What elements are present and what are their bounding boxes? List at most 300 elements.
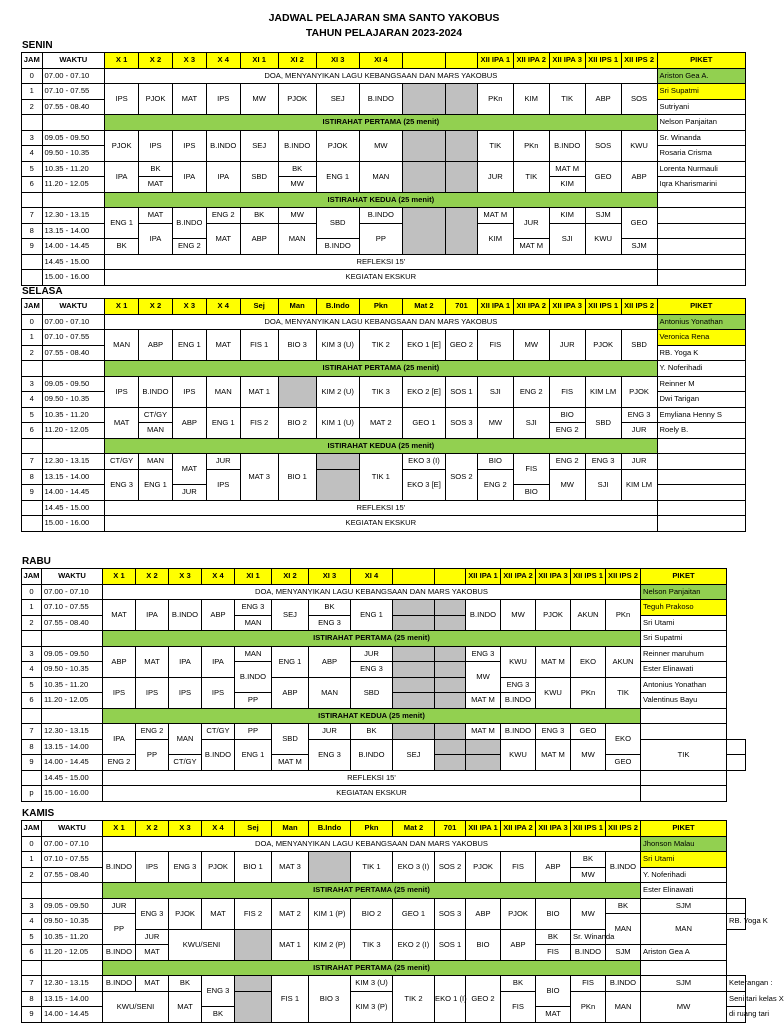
jam-cell: 9 [22, 755, 42, 771]
schedule-cell: JUR [206, 454, 240, 470]
schedule-cell: MW [466, 662, 501, 693]
jam-cell: 0 [22, 584, 42, 600]
schedule-cell: BIO 3 [309, 976, 351, 1023]
header-row [22, 53, 746, 69]
schedule-cell: IPS [206, 84, 240, 115]
schedule-cell: MAT [536, 1007, 571, 1023]
column-header: XII IPA 2 [501, 569, 536, 585]
waktu-cell: 07.55 - 08.40 [42, 99, 105, 115]
schedule-cell: IPA [169, 646, 202, 677]
jam-cell: 5 [22, 161, 43, 177]
unused-slot [435, 693, 466, 709]
piket-cell: Y. Noferihadi [641, 867, 727, 883]
schedule-cell: MAN [139, 454, 173, 470]
piket-cell: Ariston Gea A [641, 945, 727, 961]
schedule-cell: JUR [549, 330, 585, 361]
schedule-cell: PP [235, 693, 272, 709]
schedule-cell: MW [571, 739, 606, 770]
jam-cell [22, 361, 43, 377]
schedule-cell: JUR [309, 724, 351, 740]
table-row [22, 330, 746, 346]
schedule-cell: ENG 3 [351, 662, 393, 678]
schedule-cell: MAN [278, 223, 316, 254]
table-row [22, 84, 746, 100]
schedule-cell: B.INDO [235, 662, 272, 693]
jam-cell: 6 [22, 693, 42, 709]
schedule-cell: FIS [501, 852, 536, 883]
schedule-cell: MAT [172, 84, 206, 115]
schedule-cell: B.INDO [202, 739, 235, 770]
schedule-cell: PKn [477, 84, 513, 115]
unused-slot [393, 646, 435, 662]
piket-cell [641, 960, 727, 976]
column-header: XI 3 [309, 569, 351, 585]
schedule-cell: KIM LM [621, 469, 657, 500]
schedule-cell: GEO [606, 755, 641, 771]
schedule-cell: AKUN [606, 646, 641, 677]
schedule-cell: B.INDO [606, 976, 641, 992]
table-row [22, 270, 746, 286]
schedule-cell: B.INDO [169, 600, 202, 631]
schedule-cell: KIM 2 (P) [309, 929, 351, 960]
schedule-cell: TIK 2 [359, 330, 402, 361]
schedule-cell: MAT [172, 454, 206, 485]
table-row [22, 314, 746, 330]
waktu-cell: 09.05 - 09.50 [42, 130, 105, 146]
table-row [22, 770, 746, 786]
schedule-cell: BIO [549, 407, 585, 423]
schedule-cell: GEO 2 [466, 976, 501, 1023]
schedule-cell: GEO [585, 161, 621, 192]
schedule-cell: TIK 1 [351, 852, 393, 883]
waktu-cell: 14.00 - 14.45 [42, 239, 105, 255]
waktu-cell: 09.50 - 10.35 [42, 392, 105, 408]
unused-slot [393, 600, 435, 616]
schedule-cell: PKn [571, 991, 606, 1022]
piket-cell: Reinner maruhum [641, 646, 727, 662]
schedule-cell: SJM [641, 898, 727, 914]
waktu-cell [42, 708, 103, 724]
schedule-cell: IPA [105, 161, 139, 192]
schedule-cell: KIM 3 (U) [351, 976, 393, 992]
jam-cell: 2 [22, 345, 43, 361]
schedule-cell: PJOK [202, 852, 235, 883]
unused-slot [446, 208, 478, 255]
schedule-cell: B.INDO [103, 852, 136, 883]
schedule-cell: PJOK [105, 130, 139, 161]
jam-cell [22, 115, 43, 131]
piket-cell [641, 770, 727, 786]
piket-cell [657, 485, 745, 501]
column-header [446, 53, 478, 69]
jam-cell: 9 [22, 239, 43, 255]
schedule-cell: SOS 2 [435, 852, 466, 883]
waktu-cell [42, 960, 103, 976]
schedule-cell: ABP [585, 84, 621, 115]
column-header: X 4 [202, 569, 235, 585]
schedule-cell: BIO 2 [351, 898, 393, 929]
schedule-cell: ENG 3 [466, 646, 501, 662]
break-row: ISTIRAHAT KEDUA (25 menit) [105, 438, 657, 454]
schedule-cell: GEO 1 [393, 898, 435, 929]
schedule-cell: KWU [585, 223, 621, 254]
jam-cell: 1 [22, 852, 42, 868]
schedule-cell: MAT [103, 600, 136, 631]
waktu-cell: 13.15 - 14.00 [42, 469, 105, 485]
schedule-cell: ABP [240, 223, 278, 254]
schedule-cell: SOS 3 [446, 407, 478, 438]
schedule-cell: EKO 2 [E] [402, 376, 445, 407]
jam-cell [22, 960, 42, 976]
schedule-cell: MAT M [536, 646, 571, 677]
schedule-cell: PP [359, 223, 402, 254]
schedule-cell: MAT M [536, 739, 571, 770]
column-header: Man [278, 299, 316, 315]
schedule-cell: BK [169, 976, 202, 992]
schedule-cell: EKO [571, 646, 606, 677]
column-header: XII IPA 2 [501, 821, 536, 837]
waktu-cell: 09.50 - 10.35 [42, 146, 105, 162]
jam-cell [22, 708, 42, 724]
schedule-cell: ENG 2 [172, 239, 206, 255]
table-row [22, 438, 746, 454]
jam-cell: 1 [22, 330, 43, 346]
schedule-cell: JUR [621, 454, 657, 470]
piket-cell: Sri Utami [641, 852, 727, 868]
column-header: XII IPA 3 [549, 299, 585, 315]
day-label: SENIN [22, 40, 53, 51]
schedule-cell: MAN [169, 724, 202, 755]
column-header: WAKTU [42, 821, 103, 837]
schedule-cell: B.INDO [501, 693, 536, 709]
schedule-cell: PJOK [585, 330, 621, 361]
schedule-cell: ENG 3 [501, 677, 536, 693]
unused-slot [435, 755, 466, 771]
schedule-cell: SJM [585, 208, 621, 224]
table-row [22, 631, 746, 647]
schedule-cell: B.INDO [466, 600, 501, 631]
unused-slot [402, 84, 445, 115]
waktu-cell: 13.15 - 14.00 [42, 991, 103, 1007]
schedule-cell: ENG 1 [316, 161, 359, 192]
column-header: X 2 [136, 821, 169, 837]
schedule-cell: IPS [105, 376, 139, 407]
schedule-cell: FIS [501, 991, 536, 1022]
schedule-cell: SJI [477, 376, 513, 407]
schedule-cell: B.INDO [359, 84, 402, 115]
waktu-cell: 14.00 - 14.45 [42, 755, 103, 771]
schedule-cell: ENG 3 [235, 600, 272, 616]
break-row: ISTIRAHAT PERTAMA (25 menit) [105, 361, 657, 377]
schedule-cell: MAN [235, 615, 272, 631]
piket-cell [657, 223, 745, 239]
schedule-cell: KWU/SENI [103, 991, 169, 1022]
column-header: XII IPA 3 [536, 821, 571, 837]
piket-cell: Sri Supatmi [657, 84, 745, 100]
unused-slot [316, 454, 359, 470]
column-header: Sej [235, 821, 272, 837]
jam-cell: 9 [22, 485, 43, 501]
schedule-cell: BK [278, 161, 316, 177]
schedule-cell: MAT [139, 177, 173, 193]
schedule-cell: MAN [606, 991, 641, 1022]
table-row [22, 500, 746, 516]
schedule-cell: MAN [139, 423, 173, 439]
schedule-cell: BK [571, 852, 606, 868]
schedule-cell: MAN [206, 376, 240, 407]
piket-cell: Sri Utami [641, 615, 727, 631]
schedule-cell: SOS 1 [446, 376, 478, 407]
piket-cell: Jhonson Malau [641, 836, 727, 852]
schedule-cell: PJOK [501, 898, 536, 929]
piket-cell: Antonius Yonathan [657, 314, 745, 330]
piket-cell [727, 898, 746, 914]
waktu-cell: 11.20 - 12.05 [42, 945, 103, 961]
break-row: ISTIRAHAT PERTAMA (25 menit) [105, 115, 657, 131]
schedule-cell: MAN [359, 161, 402, 192]
unused-slot [435, 724, 466, 740]
waktu-cell: 11.20 - 12.05 [42, 177, 105, 193]
jam-cell [22, 883, 42, 899]
schedule-cell: SEJ [240, 130, 278, 161]
schedule-cell: B.INDO [139, 376, 173, 407]
schedule-cell: BK [351, 724, 393, 740]
jam-cell: 0 [22, 314, 43, 330]
jam-cell [22, 770, 42, 786]
column-header: Pkn [359, 299, 402, 315]
table-row [22, 786, 746, 802]
schedule-cell: KIM 1 (P) [309, 898, 351, 929]
schedule-cell: MW [278, 177, 316, 193]
schedule-cell: BK [240, 208, 278, 224]
schedule-cell: IPS [139, 130, 173, 161]
schedule-cell: FIS 2 [235, 898, 272, 929]
waktu-cell: 14.45 - 15.00 [42, 254, 105, 270]
waktu-cell: 10.35 - 11.20 [42, 407, 105, 423]
day-label: KAMIS [22, 808, 55, 819]
piket-cell [657, 239, 745, 255]
waktu-cell [42, 192, 105, 208]
schedule-cell: KWU/SENI [169, 929, 235, 960]
column-header: X 4 [206, 53, 240, 69]
unused-slot [393, 693, 435, 709]
waktu-cell: 09.05 - 09.50 [42, 376, 105, 392]
unused-slot [446, 161, 478, 192]
column-header: XII IPA 3 [549, 53, 585, 69]
schedule-cell: MAT [105, 407, 139, 438]
unused-slot [393, 662, 435, 678]
schedule-cell: ABP [536, 852, 571, 883]
piket-cell: di ruang tari [727, 1007, 746, 1023]
schedule-cell: MAT [139, 208, 173, 224]
waktu-cell: 07.55 - 08.40 [42, 867, 103, 883]
jam-cell: 7 [22, 724, 42, 740]
schedule-cell: PJOK [169, 898, 202, 929]
day-label: RABU [22, 556, 51, 567]
jam-cell: 0 [22, 836, 42, 852]
schedule-cell: BK [202, 1007, 235, 1023]
table-row [22, 991, 746, 1007]
schedule-cell: IPA [136, 600, 169, 631]
schedule-cell: FIS [571, 976, 606, 992]
piket-cell: RB. Yoga K [727, 914, 746, 930]
schedule-cell: ENG 3 [136, 898, 169, 929]
unused-slot [235, 976, 272, 992]
schedule-cell: PJOK [316, 130, 359, 161]
schedule-cell: IPS [136, 677, 169, 708]
column-header: XI 2 [272, 569, 309, 585]
waktu-cell: 15.00 - 16.00 [42, 516, 105, 532]
jam-cell: 2 [22, 615, 42, 631]
column-header: PIKET [641, 569, 727, 585]
schedule-cell: ENG 2 [477, 469, 513, 500]
schedule-cell: ABP [103, 646, 136, 677]
jam-cell: 8 [22, 739, 42, 755]
piket-cell [641, 708, 727, 724]
waktu-cell: 15.00 - 16.00 [42, 270, 105, 286]
schedule-cell: FIS 1 [272, 976, 309, 1023]
schedule-cell: B.INDO [103, 945, 136, 961]
piket-cell: Rosaria Crisma [657, 146, 745, 162]
column-header: PIKET [657, 53, 745, 69]
day-label: SELASA [22, 286, 63, 297]
schedule-cell: MAT M [477, 208, 513, 224]
jam-cell: 4 [22, 914, 42, 930]
column-header: XII IPA 2 [513, 299, 549, 315]
schedule-cell: ENG 3 [309, 615, 351, 631]
schedule-cell: JUR [172, 485, 206, 501]
schedule-cell: PP [235, 724, 272, 740]
schedule-cell: TIK 1 [359, 454, 402, 501]
waktu-cell: 07.10 - 07.55 [42, 330, 105, 346]
column-header [402, 53, 445, 69]
schedule-cell: KIM 3 (U) [316, 330, 359, 361]
schedule-cell: PKn [513, 130, 549, 161]
break-row: ISTIRAHAT KEDUA (25 menit) [103, 708, 641, 724]
table-row [22, 677, 746, 693]
column-header: XII IPA 2 [513, 53, 549, 69]
column-header: WAKTU [42, 53, 105, 69]
piket-cell [657, 208, 745, 224]
waktu-cell: 07.00 - 07.10 [42, 314, 105, 330]
piket-cell: Emyliana Henny S [657, 407, 745, 423]
table-row [22, 115, 746, 131]
schedule-cell: MAT 1 [272, 929, 309, 960]
schedule-cell: ABP [466, 898, 501, 929]
schedule-cell: ABP [202, 600, 235, 631]
schedule-cell: MAN [235, 646, 272, 662]
schedule-cell: EKO 3 (I) [402, 454, 445, 470]
table-row [22, 976, 746, 992]
schedule-cell: MAT [206, 223, 240, 254]
schedule-cell: ABP [272, 677, 309, 708]
schedule-cell: ENG 1 [206, 407, 240, 438]
schedule-cell: IPA [206, 161, 240, 192]
assembly-row: DOA, MENYANYIKAN LAGU KEBANGSAAN DAN MARS YAKOBUS [103, 584, 641, 600]
unused-slot [235, 929, 272, 960]
schedule-cell: JUR [477, 161, 513, 192]
schedule-cell: SOS [621, 84, 657, 115]
jam-cell: 1 [22, 84, 43, 100]
piket-cell [657, 454, 745, 470]
schedule-cell: SOS [585, 130, 621, 161]
schedule-cell: ENG 1 [139, 469, 173, 500]
schedule-cell: IPS [202, 677, 235, 708]
table-row [22, 600, 746, 616]
schedule-cell: FIS [513, 454, 549, 485]
unused-slot [309, 852, 351, 883]
jam-cell: 5 [22, 929, 42, 945]
schedule-cell: ENG 3 [621, 407, 657, 423]
schedule-cell: ENG 2 [103, 755, 136, 771]
piket-cell: Keterangan : [727, 976, 746, 992]
ekskur-row: KEGIATAN EKSKUR [103, 786, 641, 802]
ekskur-row: KEGIATAN EKSKUR [105, 270, 657, 286]
schedule-cell: IPA [202, 646, 235, 677]
schedule-cell: FIS [477, 330, 513, 361]
schedule-cell: B.INDO [501, 724, 536, 740]
schedule-cell: KIM [477, 223, 513, 254]
piket-cell [657, 469, 745, 485]
piket-cell [657, 500, 745, 516]
piket-cell: Sr. Winanda [571, 929, 606, 945]
waktu-cell: 12.30 - 13.15 [42, 976, 103, 992]
table-row [22, 584, 746, 600]
piket-cell: Sr. Winanda [657, 130, 745, 146]
unused-slot [393, 677, 435, 693]
column-header: WAKTU [42, 299, 105, 315]
jam-cell: 7 [22, 454, 43, 470]
piket-cell: Seni tari kelas X [727, 991, 746, 1007]
page-title: JADWAL PELAJARAN SMA SANTO YAKOBUS [268, 12, 500, 24]
column-header: 701 [435, 821, 466, 837]
schedule-cell: IPS [206, 469, 240, 500]
schedule-cell: SJM [621, 239, 657, 255]
waktu-cell: 07.00 - 07.10 [42, 584, 103, 600]
waktu-cell: 12.30 - 13.15 [42, 454, 105, 470]
unused-slot [435, 600, 466, 616]
schedule-cell: FIS [549, 376, 585, 407]
schedule-cell: KWU [501, 646, 536, 677]
jam-cell: 7 [22, 208, 43, 224]
schedule-cell: ENG 3 [169, 852, 202, 883]
schedule-cell: SJI [513, 407, 549, 438]
column-header: X 2 [139, 299, 173, 315]
table-row [22, 376, 746, 392]
unused-slot [435, 646, 466, 662]
schedule-cell: MAT 2 [359, 407, 402, 438]
schedule-cell: MAT [136, 646, 169, 677]
column-header: XI 2 [278, 53, 316, 69]
waktu-cell: 10.35 - 11.20 [42, 929, 103, 945]
column-header: X 1 [103, 821, 136, 837]
piket-cell: Lorenta Nurmauli [657, 161, 745, 177]
schedule-cell: KIM LM [585, 376, 621, 407]
column-header: Mat 2 [402, 299, 445, 315]
schedule-cell: ABP [501, 929, 536, 960]
unused-slot [435, 615, 466, 631]
schedule-cell: ENG 1 [351, 600, 393, 631]
assembly-row: DOA, MENYANYIKAN LAGU KEBANGSAAN DAN MARS YAKOBUS [103, 836, 641, 852]
schedule-cell: SBD [272, 724, 309, 755]
column-header: XII IPA 3 [536, 569, 571, 585]
unused-slot [393, 724, 435, 740]
schedule-cell: MAT M [549, 161, 585, 177]
column-header: XII IPS 1 [585, 53, 621, 69]
piket-cell [657, 254, 745, 270]
table-row [22, 208, 746, 224]
piket-cell: Dwi Tarigan [657, 392, 745, 408]
